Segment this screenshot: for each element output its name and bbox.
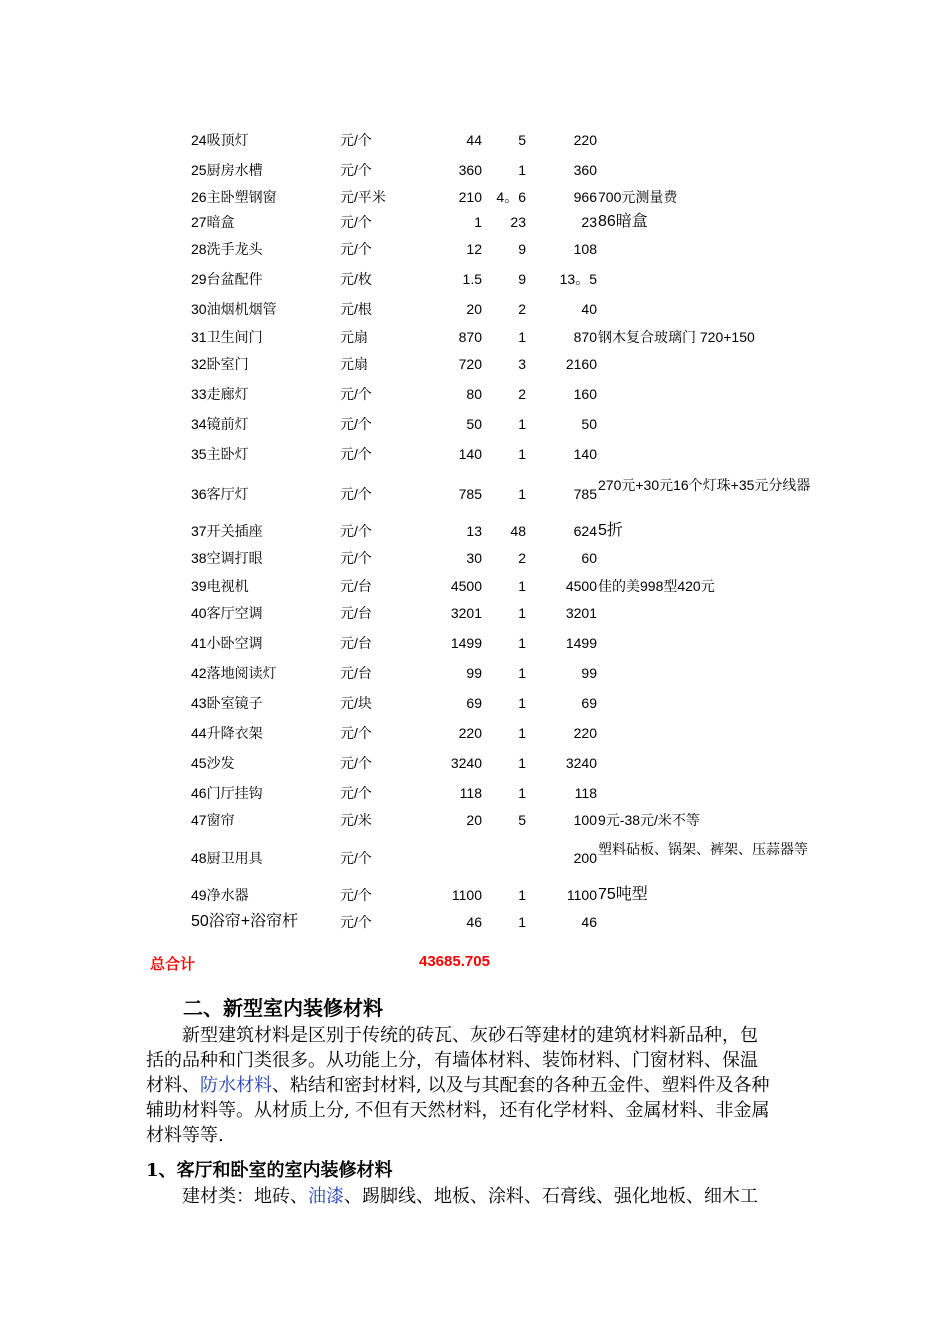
item-quantity: 9 xyxy=(518,241,526,257)
paragraph-text: 、粘结和密封材料, 以及与其配套的各种五金件、塑料件及各种 xyxy=(272,1075,770,1096)
item-quantity: 1 xyxy=(518,329,526,345)
item-name: 40客厅空调 xyxy=(191,605,263,621)
item-name: 47窗帘 xyxy=(191,812,235,828)
item-unit: 元/根 xyxy=(340,301,372,317)
item-quantity: 1 xyxy=(518,914,526,930)
item-total: 4500 xyxy=(565,578,597,594)
item-price: 870 xyxy=(458,329,482,345)
item-price: 140 xyxy=(458,446,482,462)
item-name: 41小卧空调 xyxy=(191,635,263,651)
item-total: 108 xyxy=(573,241,597,257)
item-price: 4500 xyxy=(450,578,482,594)
item-total: 966 xyxy=(573,189,597,205)
item-note: 75吨型 xyxy=(598,886,648,903)
item-name: 50浴帘+浴帘杆 xyxy=(191,913,299,930)
item-unit: 元/个 xyxy=(340,887,372,903)
item-unit: 元/台 xyxy=(340,635,372,651)
item-price: 118 xyxy=(459,785,482,801)
item-price: 210 xyxy=(458,189,482,205)
item-name: 39电视机 xyxy=(191,578,249,594)
item-note: 5折 xyxy=(598,522,623,539)
item-name: 45沙发 xyxy=(191,755,235,771)
item-price: 20 xyxy=(466,812,482,828)
grand-total-label: 总合计 xyxy=(150,956,196,973)
paragraph-line: 新型建筑材料是区别于传统的砖瓦、灰砂石等建材的建筑材料新品种，包 xyxy=(182,1025,758,1046)
item-total: 2160 xyxy=(565,356,597,372)
item-total: 69 xyxy=(581,695,597,711)
item-name: 38空调打眼 xyxy=(191,550,263,566)
grand-total-value: 43685.705 xyxy=(419,953,490,970)
item-total: 220 xyxy=(573,132,597,148)
item-name: 35主卧灯 xyxy=(191,446,249,462)
item-total: 50 xyxy=(581,416,597,432)
item-total: 160 xyxy=(573,386,597,402)
item-total: 785 xyxy=(573,486,597,502)
paragraph-line: 括的品种和门类很多。从功能上分，有墙体材料、装饰材料、门窗材料、保温 xyxy=(146,1050,758,1071)
item-unit: 元/平米 xyxy=(340,189,386,205)
item-price: 12 xyxy=(466,241,482,257)
item-quantity: 1 xyxy=(518,605,526,621)
item-name: 44升降衣架 xyxy=(191,725,263,741)
item-name: 34镜前灯 xyxy=(191,416,249,432)
item-total: 624 xyxy=(573,523,597,539)
item-price: 1 xyxy=(474,214,482,230)
item-name: 25厨房水槽 xyxy=(191,162,263,178)
item-unit: 元/米 xyxy=(340,812,372,828)
item-note: 佳的美998型420元 xyxy=(598,578,715,594)
item-name: 49净水器 xyxy=(191,887,249,903)
paragraph-text: 、踢脚线、地板、涂料、石膏线、强化地板、细木工 xyxy=(344,1186,758,1207)
item-total: 3201 xyxy=(565,605,597,621)
item-quantity: 1 xyxy=(518,887,526,903)
item-quantity: 1 xyxy=(518,785,526,801)
waterproof-material-link[interactable]: 防水材料 xyxy=(200,1075,272,1096)
item-name: 27暗盒 xyxy=(191,214,235,230)
item-name: 37开关插座 xyxy=(191,523,263,539)
paragraph-line-with-link xyxy=(146,1184,808,1209)
item-price: 99 xyxy=(466,665,482,681)
item-unit: 元/个 xyxy=(340,241,372,257)
item-name: 30油烟机烟管 xyxy=(191,301,277,317)
item-name: 43卧室镜子 xyxy=(191,695,263,711)
item-unit: 元/个 xyxy=(340,446,372,462)
item-quantity: 1 xyxy=(518,665,526,681)
item-unit: 元/个 xyxy=(340,486,372,502)
item-quantity: 5 xyxy=(518,812,526,828)
paragraph-line: 辅助材料等。从材质上分, 不但有天然材料，还有化学材料、金属材料、非金属 xyxy=(146,1100,770,1121)
item-total: 40 xyxy=(581,301,597,317)
item-note: 270元+30元16个灯珠+35元分线器 xyxy=(598,477,811,493)
paragraph-line: 材料等等. xyxy=(146,1125,224,1146)
item-name: 24吸顶灯 xyxy=(191,132,249,148)
item-unit: 元扇 xyxy=(340,329,368,345)
item-price: 44 xyxy=(466,132,482,148)
item-note: 塑料砧板、锅架、裤架、压蒜器等 xyxy=(598,841,808,857)
item-total: 23 xyxy=(581,214,597,230)
item-name: 42落地阅读灯 xyxy=(191,665,277,681)
item-price: 13 xyxy=(466,523,482,539)
item-note: 9元-38元/米不等 xyxy=(598,812,700,828)
item-unit: 元/个 xyxy=(340,755,372,771)
item-price: 3240 xyxy=(450,755,482,771)
materials-paragraph xyxy=(146,1184,808,1209)
item-quantity: 23 xyxy=(510,214,526,230)
paragraph-text: 建材类：地砖、 xyxy=(182,1186,308,1207)
item-quantity: 9 xyxy=(518,271,526,287)
item-unit: 元/个 xyxy=(340,523,372,539)
item-price: 46 xyxy=(466,914,482,930)
item-price: 720 xyxy=(458,356,482,372)
item-price: 80 xyxy=(466,386,482,402)
item-quantity: 1 xyxy=(518,755,526,771)
item-quantity: 1 xyxy=(518,416,526,432)
item-name: 33走廊灯 xyxy=(191,386,249,402)
item-total: 1100 xyxy=(566,887,597,903)
item-name: 28洗手龙头 xyxy=(191,241,263,257)
item-total: 60 xyxy=(581,550,597,566)
item-quantity: 1 xyxy=(518,162,526,178)
item-name: 48厨卫用具 xyxy=(191,850,263,866)
item-quantity: 1 xyxy=(518,695,526,711)
item-unit: 元/个 xyxy=(340,214,372,230)
paint-link[interactable]: 油漆 xyxy=(308,1186,344,1207)
item-name: 29台盆配件 xyxy=(191,271,263,287)
item-unit: 元扇 xyxy=(340,356,368,372)
item-unit: 元/个 xyxy=(340,850,372,866)
item-quantity: 1 xyxy=(518,635,526,651)
paragraph-text: 材料、 xyxy=(146,1075,200,1096)
item-unit: 元/个 xyxy=(340,914,372,930)
item-unit: 元/个 xyxy=(340,132,372,148)
item-quantity: 48 xyxy=(510,523,526,539)
item-quantity: 2 xyxy=(518,550,526,566)
item-unit: 元/个 xyxy=(340,725,372,741)
item-total: 200 xyxy=(573,850,597,866)
item-price: 50 xyxy=(466,416,482,432)
item-price: 1100 xyxy=(451,887,482,903)
item-unit: 元/台 xyxy=(340,665,372,681)
item-name: 32卧室门 xyxy=(191,356,249,372)
item-price: 1.5 xyxy=(462,271,482,287)
item-unit: 元/个 xyxy=(340,785,372,801)
item-total: 46 xyxy=(581,914,597,930)
item-price: 30 xyxy=(466,550,482,566)
item-price: 360 xyxy=(458,162,482,178)
item-total: 100 xyxy=(573,812,597,828)
item-quantity: 1 xyxy=(518,486,526,502)
item-quantity: 5 xyxy=(518,132,526,148)
item-price: 1499 xyxy=(450,635,482,651)
item-price: 220 xyxy=(458,725,482,741)
item-name: 46门厅挂钩 xyxy=(191,785,263,801)
item-total: 3240 xyxy=(565,755,597,771)
item-quantity: 1 xyxy=(518,725,526,741)
item-name: 26主卧塑钢窗 xyxy=(191,189,277,205)
item-price: 20 xyxy=(466,301,482,317)
item-quantity: 1 xyxy=(518,578,526,594)
item-unit: 元/个 xyxy=(340,162,372,178)
item-note: 700元测量费 xyxy=(598,189,678,205)
item-total: 870 xyxy=(573,329,597,345)
item-unit: 元/枚 xyxy=(340,271,372,287)
item-quantity: 3 xyxy=(518,356,526,372)
item-name: 31卫生间门 xyxy=(191,329,263,345)
item-quantity: 1 xyxy=(518,446,526,462)
item-total: 99 xyxy=(581,665,597,681)
section-heading: 二、新型室内装修材料 xyxy=(183,996,383,1020)
item-total: 13。5 xyxy=(559,271,597,287)
item-price: 69 xyxy=(466,695,482,711)
item-unit: 元/个 xyxy=(340,550,372,566)
item-note: 钢木复合玻璃门 720+150 xyxy=(598,329,755,345)
item-quantity: 4。6 xyxy=(496,189,526,205)
item-total: 140 xyxy=(573,446,597,462)
section-paragraph xyxy=(146,1023,808,1148)
item-unit: 元/个 xyxy=(340,386,372,402)
item-price: 3201 xyxy=(450,605,482,621)
item-unit: 元/台 xyxy=(340,605,372,621)
item-total: 220 xyxy=(573,725,597,741)
paragraph-line-with-link xyxy=(146,1073,808,1098)
subsection-heading: 1、客厅和卧室的室内装修材料 xyxy=(146,1160,393,1181)
item-total: 1499 xyxy=(565,635,597,651)
item-unit: 元/块 xyxy=(340,695,372,711)
item-name: 36客厅灯 xyxy=(191,486,249,502)
item-unit: 元/台 xyxy=(340,578,372,594)
item-quantity: 2 xyxy=(518,386,526,402)
item-total: 360 xyxy=(573,162,597,178)
item-price: 785 xyxy=(458,486,482,502)
item-quantity: 2 xyxy=(518,301,526,317)
item-unit: 元/个 xyxy=(340,416,372,432)
item-total: 118 xyxy=(574,785,597,801)
item-note: 86暗盒 xyxy=(598,213,648,230)
